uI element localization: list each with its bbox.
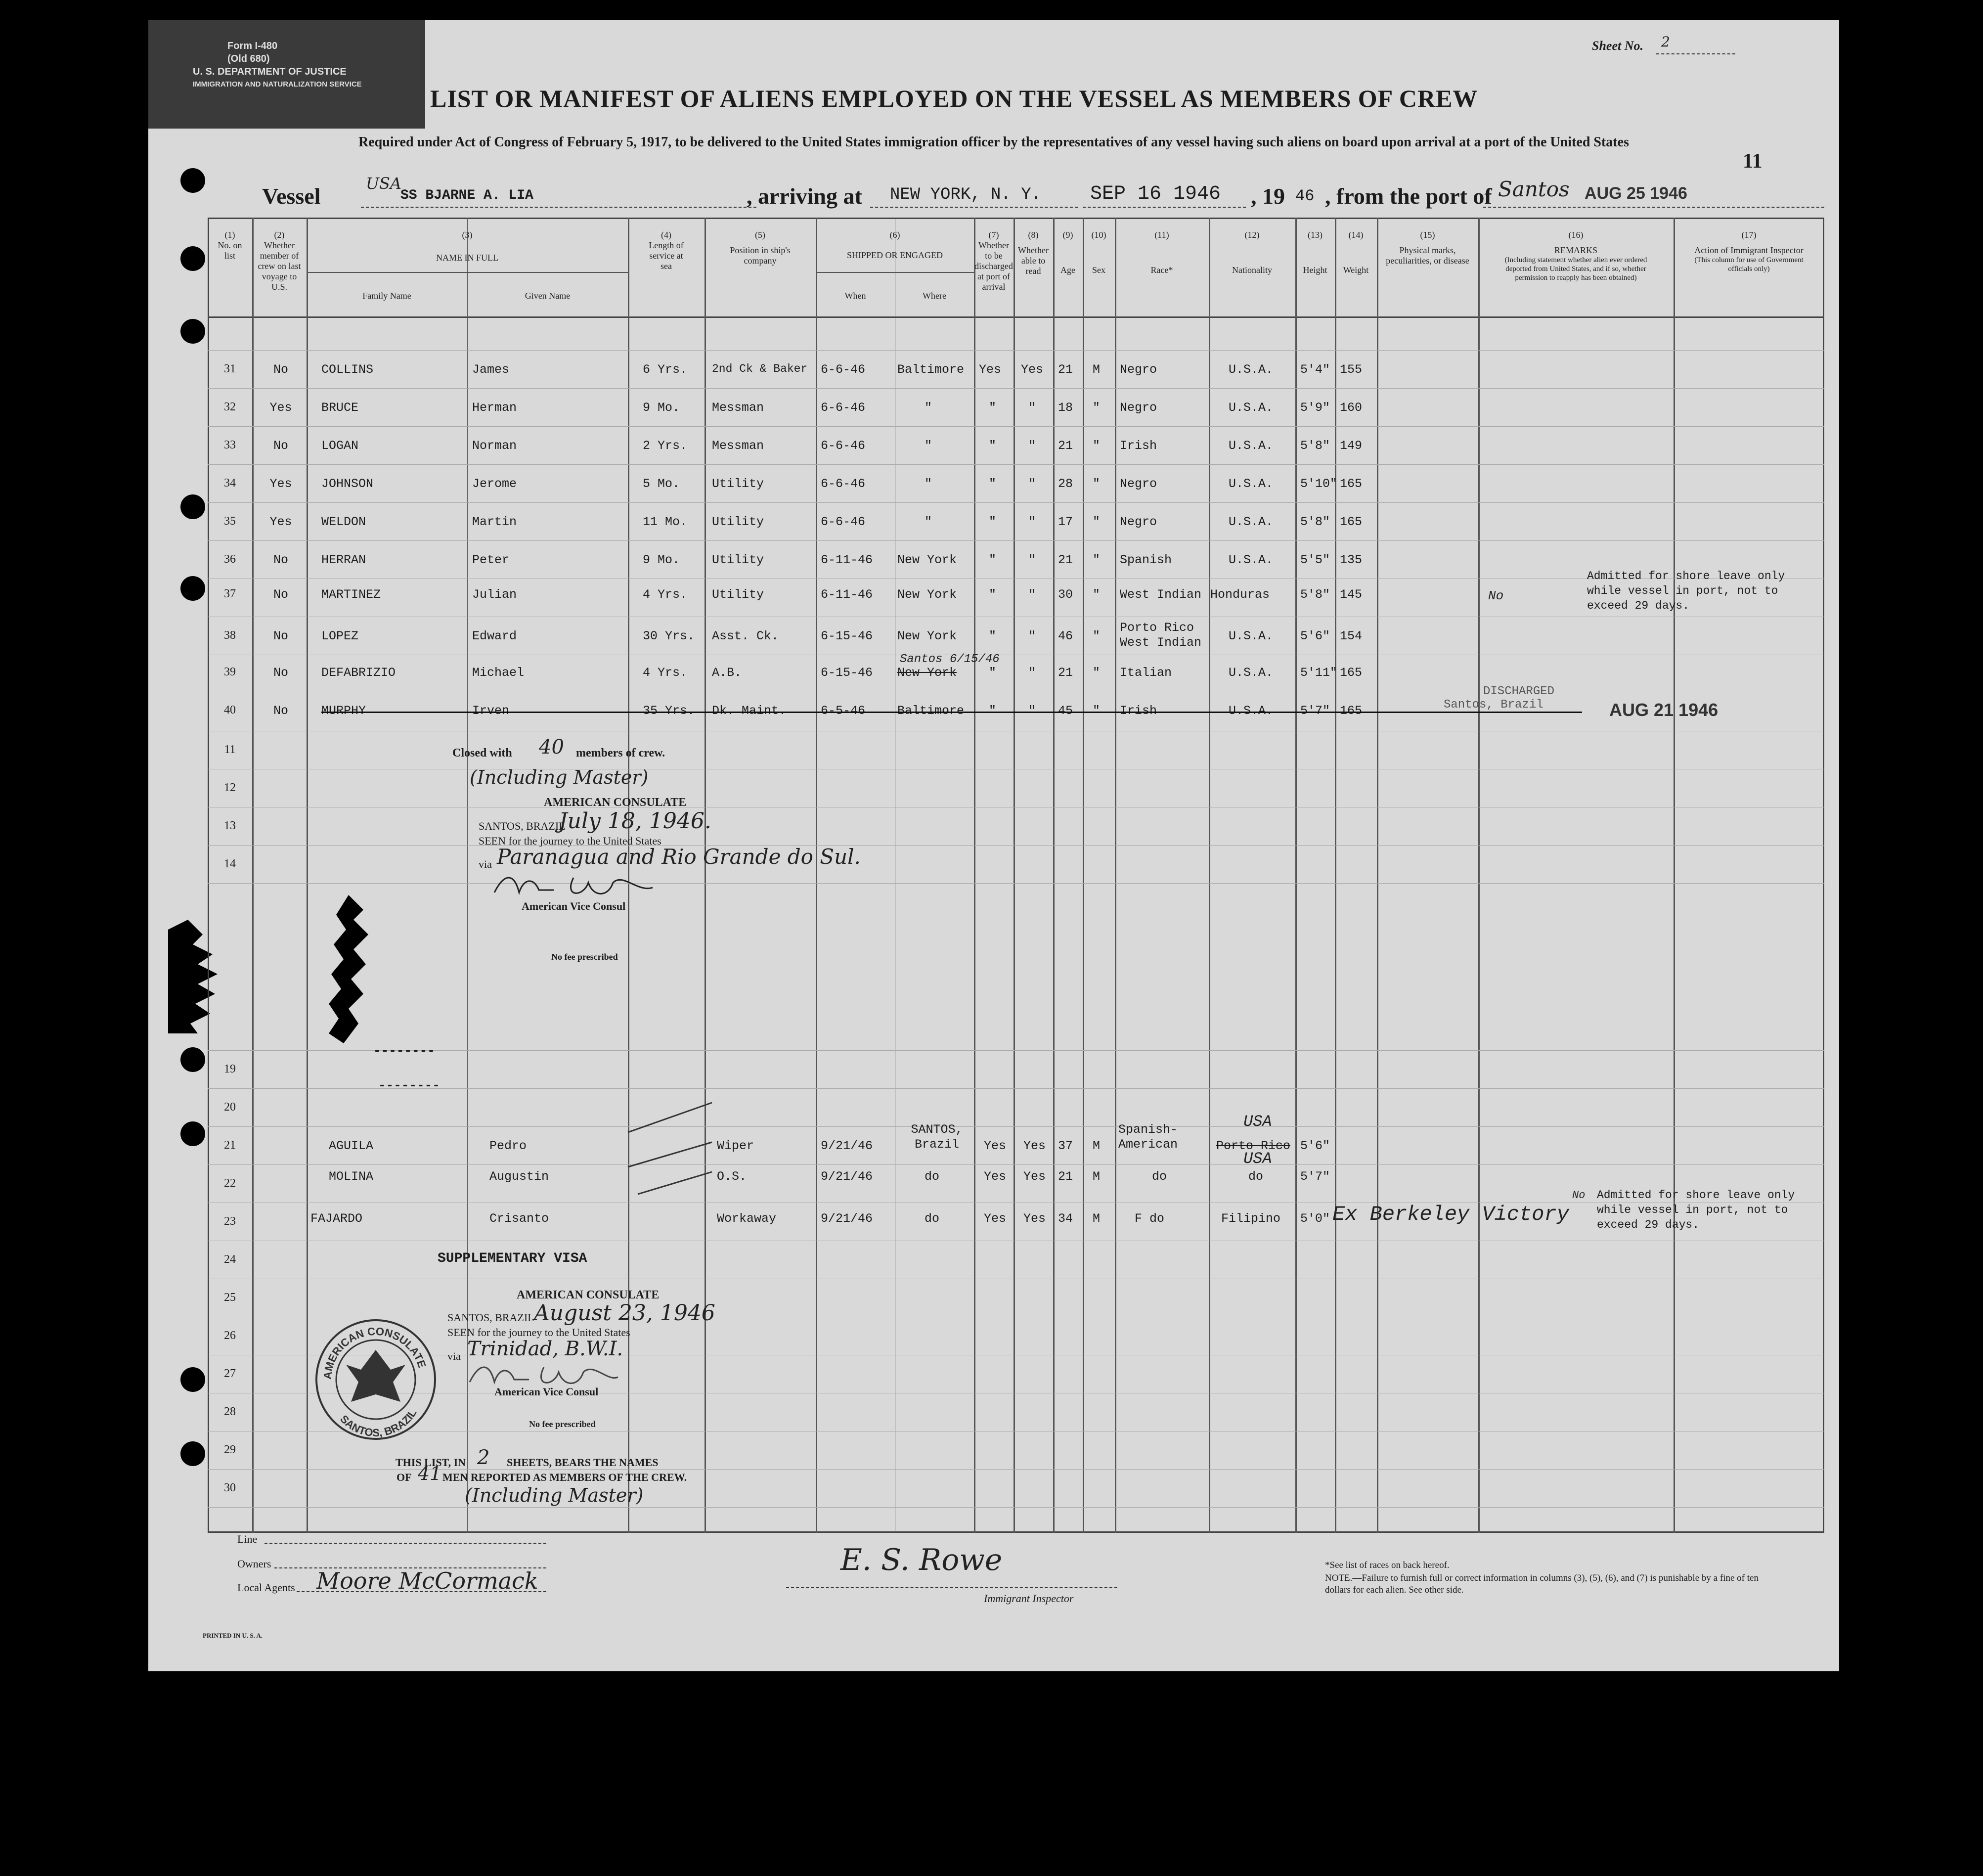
diagonal-strokes (623, 1098, 722, 1197)
line-number: 19 (224, 1063, 236, 1075)
arrival-date: SEP 16 1946 (1090, 183, 1221, 205)
line-number: 28 (224, 1405, 236, 1418)
discharge-date-stamp: AUG 21 1946 (1609, 700, 1719, 720)
consulate-seal (311, 1315, 440, 1444)
closed-members-label: members of crew. (576, 747, 665, 759)
form-old-number: (Old 680) (227, 53, 270, 64)
owners-label: Owners (237, 1558, 271, 1570)
col-6-header: (6) SHIPPED OR ENGAGED (846, 230, 943, 260)
line-number: 21 (224, 1139, 236, 1152)
page-number: 11 (1743, 150, 1763, 173)
punch-hole (180, 168, 205, 193)
punch-hole (180, 576, 205, 601)
line-number: 22 (224, 1177, 236, 1190)
col-9-header: (9) Age (1060, 230, 1075, 275)
arriving-label: , arriving at (747, 183, 862, 209)
row-remark: No (1488, 588, 1504, 603)
punch-hole (180, 319, 205, 344)
line-number: 12 (224, 781, 236, 794)
line-number: 26 (224, 1329, 236, 1342)
total-sheets: 2 (477, 1446, 490, 1469)
col-8-header: (8) Whether able to read (1018, 230, 1049, 276)
inspector-signature: E. S. Rowe (840, 1543, 1003, 1577)
col-5-header: (5) Position in ship's company (730, 230, 791, 266)
closed-note: (Including Master) (470, 766, 649, 788)
line-number: 11 (224, 743, 236, 756)
col-10-header: (10) Sex (1091, 230, 1106, 275)
total-crew-label: MEN REPORTED AS MEMBERS OF THE CREW. (442, 1471, 687, 1483)
line-number: 30 (224, 1481, 236, 1494)
separator-dashes: -------- (373, 1043, 435, 1058)
punch-hole (180, 494, 205, 519)
manifest-page: Form I-480 (Old 680) U. S. DEPARTMENT OF JUSTICE IMMIGRATION AND NATURALIZATION SERVICE Sheet No. 2 11 LIST OR MANIFEST OF ALIENS EMPLOYED ON THE VESSEL AS MEMBERS OF CREW Required under Act of Congress of February 5, 1917, to be delivered to the United States immigration officer by the representatives of any vessel having such aliens on board upon arrival at a port of the United States Vessel USA SS BJARNE A. LIA , arriving at NEW YORK, N. Y. SEP 16 1946 , 19 46 , from the port of Santos AUG 25 1946 (1) No. on list (2) Whether member of crew on last voyage to U.S. (3) NAME IN FULL Family Name Given Name (4) Length of service at sea (5) Position in ship's company (6) SHIPPED OR ENGAGED When Where (7) Whether to be discharged at port of arrival (8) Whether able to read (9) Age (10) Sex (11) Race* (12) Nationality (13) Height (14) Weight (15) Physical marks, peculiarities, or disease (16) REMARKS (Including statement whether alien ever ordered deported from United States, and if so, whether permission to reapply has been obtained) (17) Action of Immigrant Inspector (This column for use of Government officials only) 31 No COLLINS James 6 Yrs. 2nd Ck & Baker 6-6-46 Baltimore Yes Yes 21 M Negro U.S.A. 5'4" 155 32 Yes BRUCE Herman 9 Mo. Messman 6-6-46 " " " 18 " Negro U.S.A. 5'9" 160 33 No LOGAN Norman 2 Yrs. Messman 6-6-46 " " " 21 " Irish U.S.A. 5'8" 149 34 Yes JOHNSON Jerome 5 Mo. Utility 6-6-46 " " " 28 " Negro U.S.A. 5'10" 165 35 Yes WELDON Martin 11 Mo. Utility 6-6-46 " " " 17 " Negro U.S.A. 5'8" 165 36 No HERRAN Peter 9 Mo. Utility 6-11-46 New York " " 21 " Spanish U.S.A. 5'5" 135 37 No MARTINEZ Julian 4 Yrs. Utility 6-11-46 New York " " 30 " West Indian Honduras 5'8" 145 38 No LOPEZ Edward 30 Yrs. Asst. Ck. 6-15-46 New York " " 46 " Porto Rico West Indian U.S.A. 5'6" 154 39 No DEFABRIZIO Michael 4 Yrs. A.B. 6-15-46 New York Santos 6/15/46 " " 21 " Italian U.S.A. 5'11" 165 40 No MURPHY Irven 35 Yrs. Dk. Maint. 6-5-46 Baltimore " " 45 " Irish U.S.A. 5'7" 165 No Admitted for shore leave only while vessel in port, not to exceed 29 days. DISCHARGED Santos, Brazil AUG 21 1946 11 12 13 14 19 20 21 22 23 24 25 26 27 28 29 30 Closed with 40 members of crew. (Including Master) AMERICAN CONSULATE SANTOS, BRAZIL July 18, 1946. SEEN for the journey to the United States via Paranagua and Rio Grande do Sul. American Vice Consul No fee prescribed -------- -------- AGUILA Pedro Wiper 9/21/46 SANTOS, Brazil Yes Yes 37 M Spanish-American USA Porto Rico 5'6" MOLINA Augustin O.S. 9/21/46 do Yes Yes 21 M do USA do 5'7" FAJARDO Crisanto Workaway 9/21/46 do Yes Yes 34 M F do Filipino 5'0" Ex Berkeley Victory No Admitted for shore leave only while vessel in port, not to exceed 29 days. SUPPLEMENTARY VISA AMERICAN CONSULATE SANTOS, BRAZIL August 23, 1946 SEEN for the journey to the United States via Trinidad, B.W.I. American Vice Consul No fee prescribed AMERICAN CONSULATE SANTOS, BRAZIL THIS LIST, IN 2 SHEETS, BEARS THE NAMES OF 41 MEN REPORTED AS MEMBERS OF THE CREW. (Including Master) Line Owners Local Agents Moore McCormack E. S. Rowe Immigrant Inspector *See list of races on back hereof. NOTE.—Failure to furnish full or correct information in columns (3), (5), (6), and (7) is punishable by a fine of ten dollars for each alien. See other side. PRINTED IN U. S. A. (148, 20, 1839, 1671)
family-name-header: Family Name (362, 291, 411, 301)
line-label: Line (237, 1533, 258, 1545)
svg-text:AMERICAN CONSULATE: AMERICAN CONSULATE (321, 1325, 429, 1380)
separator-dashes: -------- (378, 1078, 440, 1093)
line-number: 23 (224, 1215, 236, 1228)
total-note: (Including Master) (465, 1484, 644, 1506)
total-label: THIS LIST, IN (396, 1456, 466, 1469)
col-12-header: (12) Nationality (1232, 230, 1272, 275)
vessel-label: Vessel (262, 183, 321, 209)
col-14-header: (14) Weight (1343, 230, 1369, 275)
local-agents-value: Moore McCormack (316, 1567, 538, 1594)
col-13-header: (13) Height (1303, 230, 1327, 275)
col-15-header: (15) Physical marks, peculiarities, or disease (1386, 230, 1469, 266)
page-title: LIST OR MANIFEST OF ALIENS EMPLOYED ON THE VESSEL AS MEMBERS OF CREW (430, 85, 1478, 112)
where-correction: Santos 6/15/46 (900, 653, 1000, 666)
strikeout-line (321, 712, 1582, 713)
admitted-remark: Admitted for shore leave only while vessel in port, not to exceed 29 days. (1587, 570, 1785, 612)
punch-hole (180, 1367, 205, 1392)
svg-text:SANTOS, BRAZIL: SANTOS, BRAZIL (338, 1407, 419, 1439)
total-names-label: SHEETS, BEARS THE NAMES (507, 1456, 659, 1469)
line-number: 29 (224, 1443, 236, 1456)
col-17-header: (17) Action of Immigrant Inspector (This column for use of Government officials only) (1694, 230, 1804, 273)
vessel-flag-note: USA (366, 174, 401, 193)
races-note: *See list of races on back hereof. (1325, 1560, 1450, 1570)
punch-hole (180, 1047, 205, 1072)
subtitle: Required under Act of Congress of February 5, 1917, to be delivered to the United States immigration officer by the representatives of any vessel having such aliens on board upon arrival at a port of the United States (358, 134, 1629, 150)
col-1-header: (1) No. on list (218, 230, 242, 261)
punch-hole (180, 1441, 205, 1466)
total-count: 41 (418, 1463, 442, 1484)
where-header: Where (923, 291, 946, 301)
form-label (148, 20, 425, 129)
form-number: Form I-480 (227, 41, 278, 51)
line-number: 14 (224, 857, 236, 870)
col-16-header: (16) REMARKS (Including statement whether alien ever ordered deported from United States, and if so, whether permission to reapply has been obtained) (1504, 230, 1647, 282)
local-agents-label: Local Agents (237, 1581, 295, 1594)
col-4-header: (4) Length of service at sea (649, 230, 684, 271)
from-port-label: , from the port of (1325, 183, 1492, 209)
supplementary-visa-label: SUPPLEMENTARY VISA (438, 1251, 587, 1266)
line-number: 13 (224, 819, 236, 832)
when-header: When (844, 291, 866, 301)
given-name-header: Given Name (525, 291, 571, 301)
arriving-port: NEW YORK, N. Y. (890, 185, 1042, 204)
punch-hole (180, 1121, 205, 1146)
closed-count: 40 (539, 736, 564, 759)
inspector-label: Immigrant Inspector (984, 1592, 1074, 1605)
printed-in-usa: PRINTED IN U. S. A. (203, 1632, 263, 1639)
date-stamp: AUG 25 1946 (1585, 184, 1687, 203)
col-2-header: (2) Whether member of crew on last voyage to U.S. (258, 230, 301, 292)
eagle-icon (346, 1350, 405, 1402)
service: IMMIGRATION AND NATURALIZATION SERVICE (193, 80, 362, 89)
arrival-year: 46 (1295, 187, 1315, 205)
admitted-remark-2: Admitted for shore leave only while vessel in port, not to exceed 29 days. (1597, 1189, 1795, 1231)
vessel-name: SS BJARNE A. LIA (400, 188, 533, 203)
department: U. S. DEPARTMENT OF JUSTICE (193, 66, 347, 77)
line-number: 24 (224, 1253, 236, 1266)
line-number: 27 (224, 1367, 236, 1380)
col-7-header: (7) Whether to be discharged at port of arrival (974, 230, 1013, 292)
line-number: 20 (224, 1101, 236, 1114)
departure-port: Santos (1498, 177, 1570, 201)
punch-hole (180, 246, 205, 271)
discharged-stamp: DISCHARGED Santos, Brazil (1444, 685, 1555, 712)
vice-consul-signature (489, 868, 658, 902)
col-11-header: (11) Race* (1150, 230, 1173, 275)
closed-with-label: Closed with (452, 747, 512, 759)
sheet-number: 2 (1661, 34, 1670, 50)
year-prefix: , 19 (1251, 183, 1285, 209)
sheet-label: Sheet No. (1592, 39, 1643, 53)
col-3-header: (3) NAME IN FULL (436, 230, 498, 263)
total-of-label: OF (397, 1471, 412, 1483)
line-number: 25 (224, 1291, 236, 1304)
penalty-note: NOTE.—Failure to furnish full or correct information in columns (3), (5), (6), and (7) is punishable by a fine of ten dollars for each alien. See other side. (1325, 1573, 1759, 1595)
